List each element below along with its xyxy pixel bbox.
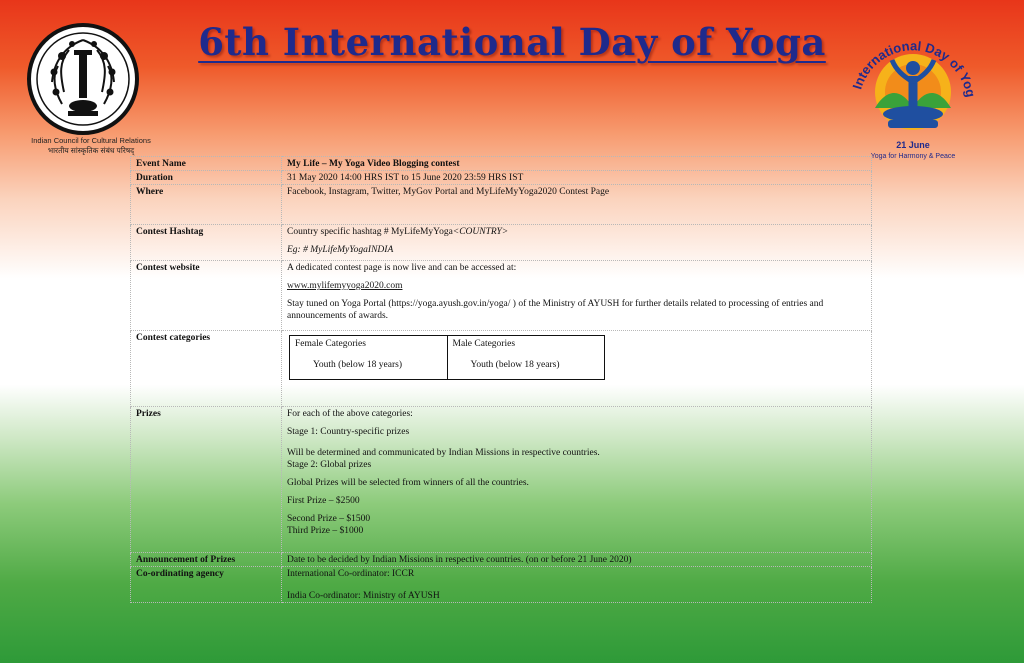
duration-value: 31 May 2020 14:00 HRS IST to 15 June 2020 23:59 HRS IST xyxy=(282,171,872,185)
coordinating-label: Co-ordinating agency xyxy=(131,567,282,603)
prizes-stage1-note: Will be determined and communicated by Indian Missions in respective countries. xyxy=(287,448,600,458)
idy-arc-text: International Day of Yog xyxy=(849,38,978,99)
website-value xyxy=(282,261,872,331)
iccr-hindi-name: भारतीय सांस्कृतिक संबंध परिषद् xyxy=(47,146,135,155)
categories-value xyxy=(282,331,872,407)
table-row xyxy=(131,171,872,185)
where-value: Facebook, Instagram, Twitter, MyGov Portal and MyLifeMyYoga2020 Contest Page xyxy=(282,185,872,225)
announcement-value: Date to be decided by Indian Missions in respective countries. (on or before 21 June 2020) xyxy=(282,553,872,567)
female-category-item: Youth (below 18 years) xyxy=(313,360,403,370)
website-label: Contest website xyxy=(131,261,282,331)
table-row xyxy=(131,225,872,261)
contest-details-table xyxy=(130,156,872,603)
coordinator-international: International Co-ordinator: ICCR xyxy=(287,569,415,579)
coordinating-value xyxy=(282,567,872,603)
hashtag-label: Contest Hashtag xyxy=(131,225,282,261)
idy-tagline: Yoga for Harmony & Peace xyxy=(870,153,956,160)
male-category-item: Youth (below 18 years) xyxy=(470,360,560,370)
table-row xyxy=(131,261,872,331)
coordinator-india: India Co-ordinator: Ministry of AYUSH xyxy=(287,591,440,601)
prizes-label: Prizes xyxy=(131,407,282,553)
prizes-stage1: Stage 1: Country-specific prizes xyxy=(287,427,410,437)
male-category-cell xyxy=(447,336,605,380)
table-row xyxy=(131,331,872,407)
prizes-global-note: Global Prizes will be selected from winners of all the countries. xyxy=(287,478,529,488)
table-row xyxy=(131,407,872,553)
prizes-value xyxy=(282,407,872,553)
male-category-header: Male Categories xyxy=(452,339,516,349)
yoga-pose-icon xyxy=(848,16,978,140)
website-intro: A dedicated contest page is now live and can be accessed at: xyxy=(287,263,517,273)
idy-date: 21 June xyxy=(896,140,930,150)
hashtag-example: Eg: # MyLifeMyYogaINDIA xyxy=(287,245,394,255)
duration-label: Duration xyxy=(131,171,282,185)
table-row xyxy=(131,185,872,225)
prize-first: First Prize – $2500 xyxy=(287,496,360,506)
table-row xyxy=(131,553,872,567)
categories-table xyxy=(289,335,605,380)
female-category-header: Female Categories xyxy=(295,339,366,349)
prize-second: Second Prize – $1500 xyxy=(287,514,371,524)
prizes-stage2: Stage 2: Global prizes xyxy=(287,460,372,470)
idy-logo xyxy=(848,16,978,161)
hashtag-value xyxy=(282,225,872,261)
announcement-label: Announcement of Prizes xyxy=(131,553,282,567)
contest-website-link[interactable]: www.mylifemyyoga2020.com xyxy=(287,281,403,291)
page-title: 6th International Day of Yoga xyxy=(198,20,826,64)
event-name-label: Event Name xyxy=(131,157,282,171)
hashtag-line: Country specific hashtag # MyLifeMyYoga xyxy=(287,227,453,237)
where-label: Where xyxy=(131,185,282,225)
hashtag-country: <COUNTRY> xyxy=(452,227,509,237)
female-category-cell xyxy=(290,336,448,380)
iccr-name: Indian Council for Cultural Relations xyxy=(31,136,151,145)
prizes-intro: For each of the above categories: xyxy=(287,409,413,419)
table-row xyxy=(131,567,872,603)
event-name-value: My Life – My Yoga Video Blogging contest xyxy=(282,157,872,171)
prize-third: Third Prize – $1000 xyxy=(287,526,364,536)
table-row xyxy=(131,157,872,171)
website-portal-note: Stay tuned on Yoga Portal (https://yoga.ayush.gov.in/yoga/ ) of the Ministry of AYUSH for further details related to processing of entries and announcements of awards. xyxy=(287,299,824,321)
categories-label: Contest categories xyxy=(131,331,282,407)
